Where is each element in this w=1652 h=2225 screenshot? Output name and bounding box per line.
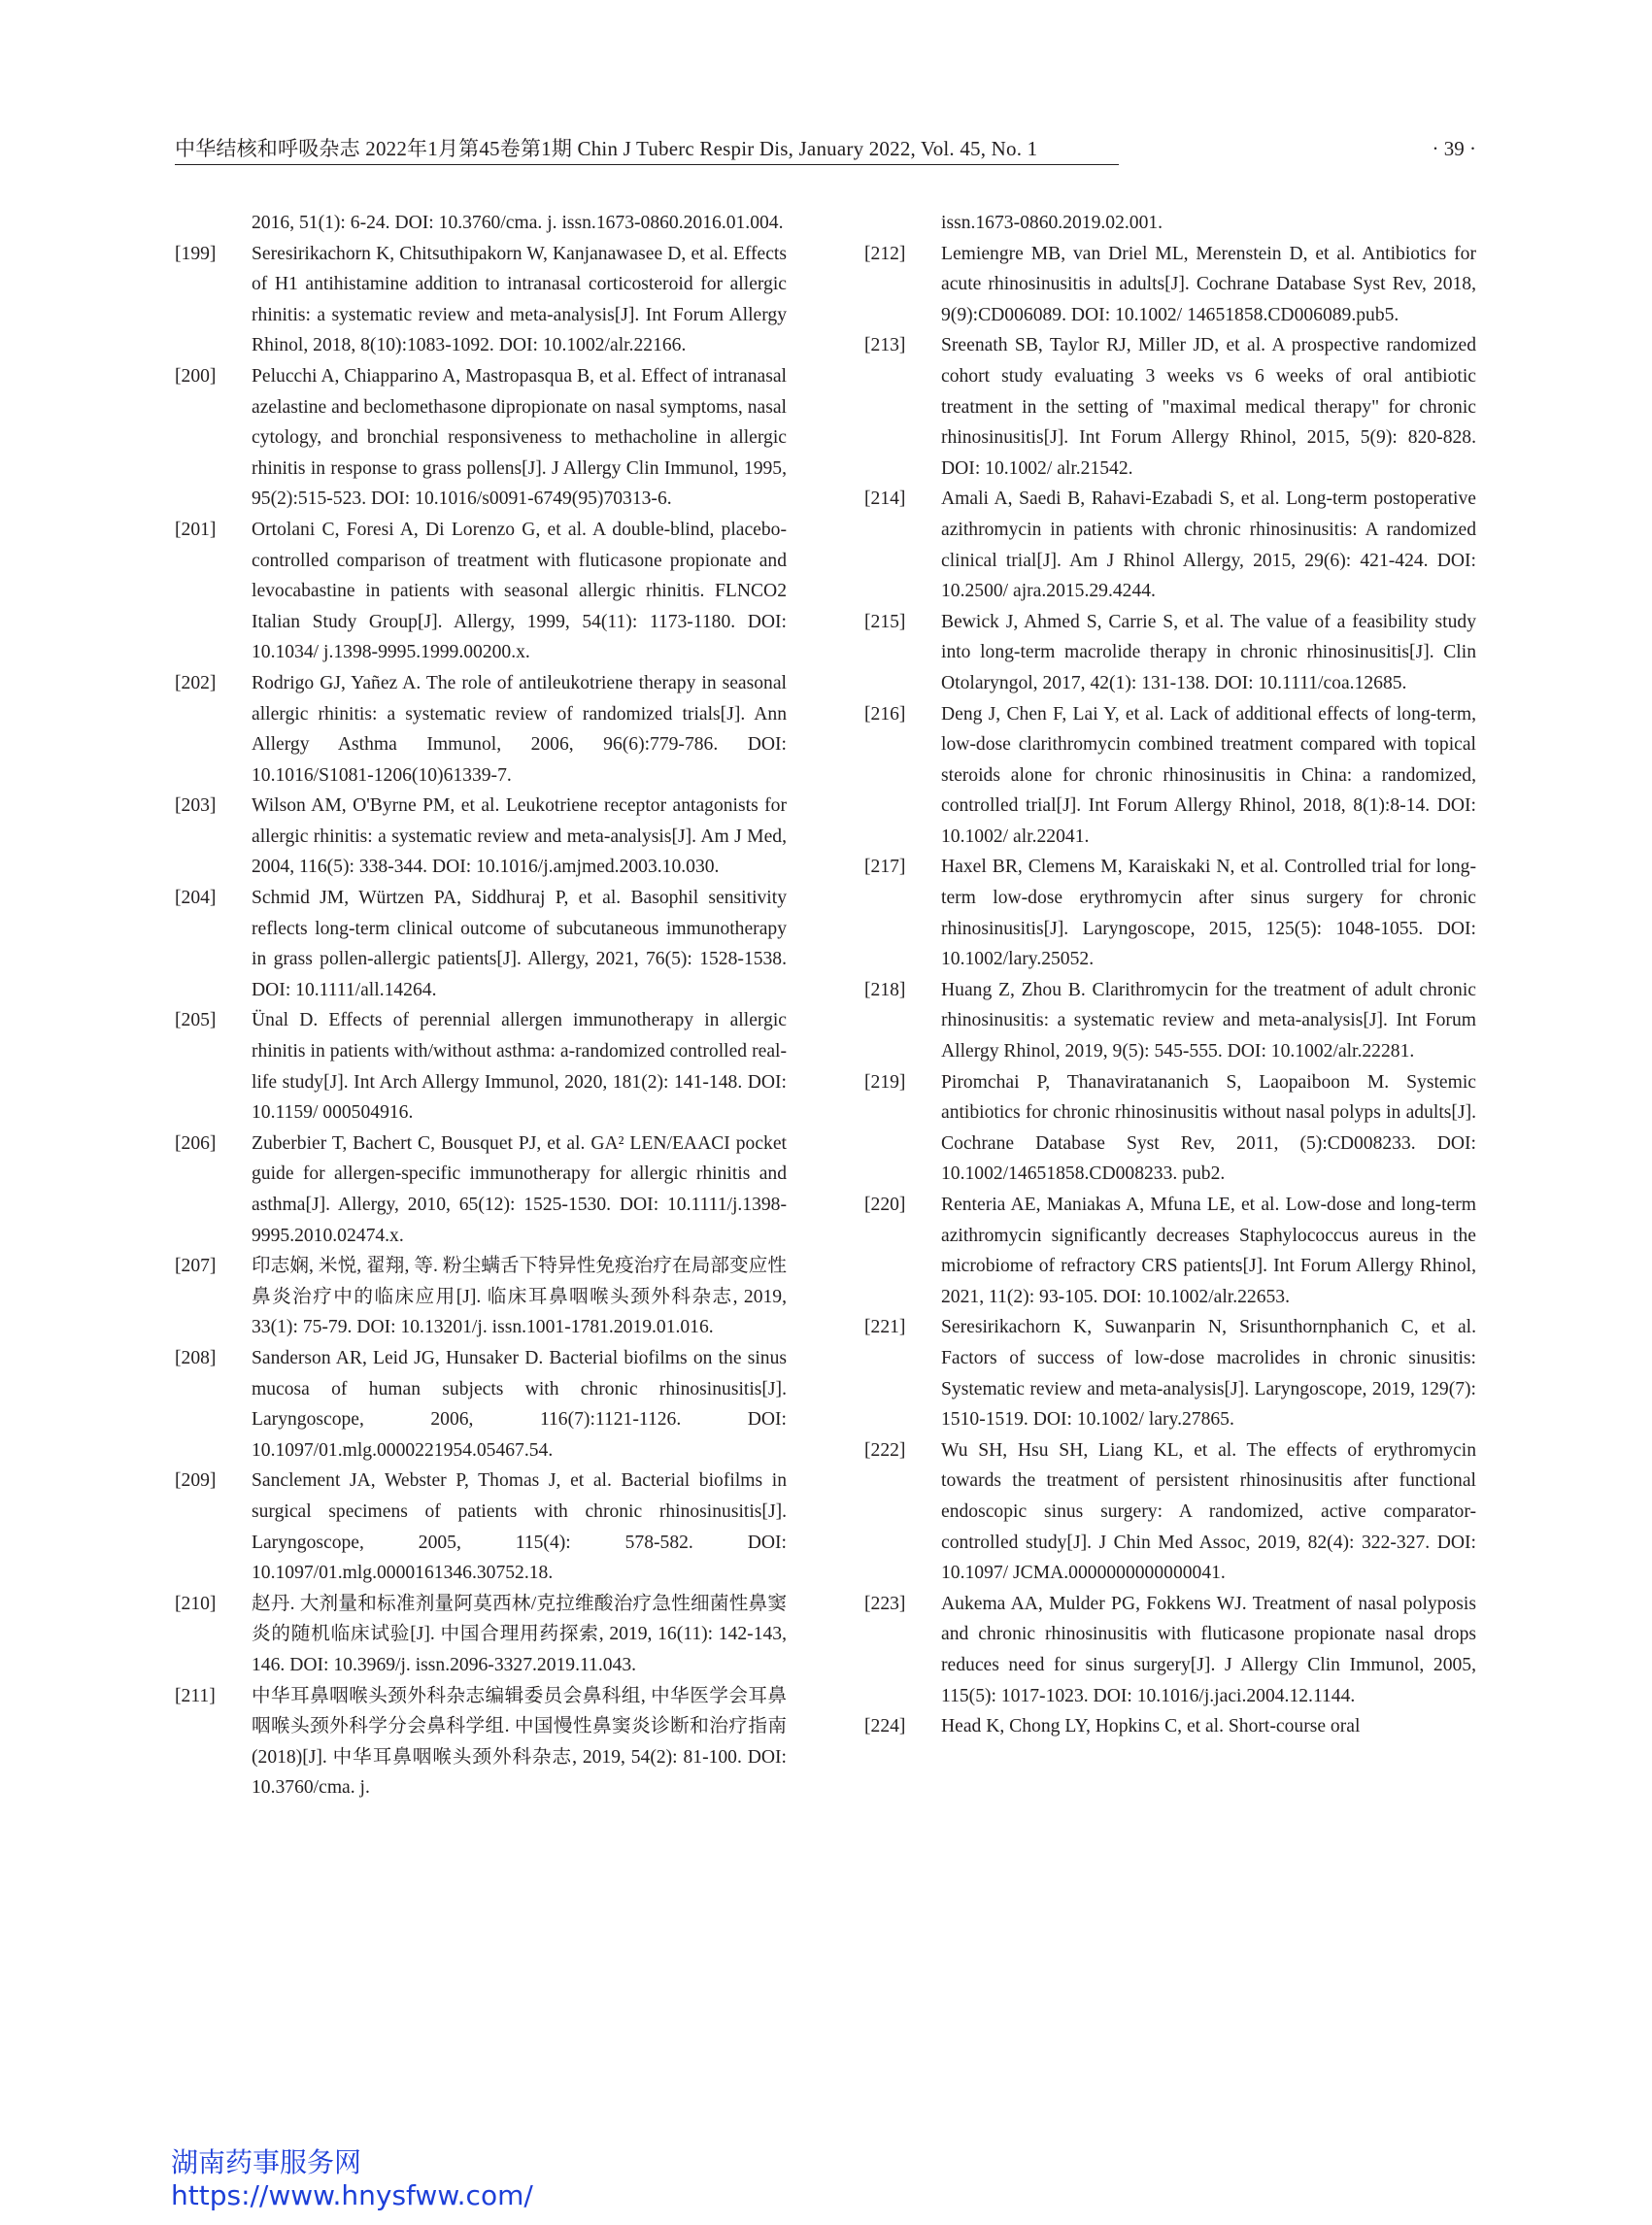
reference-item	[864, 1435, 1476, 1589]
reference-text: Head K, Chong LY, Hopkins C, et al. Short-course oral	[941, 1716, 1361, 1737]
reference-number: [204]	[175, 888, 217, 909]
reference-number: [199]	[175, 243, 217, 264]
reference-number: [222]	[864, 1439, 906, 1461]
reference-item	[175, 791, 787, 883]
reference-text: Haxel BR, Clemens M, Karaiskaki N, et al. Controlled trial for long-term low-dose erythromycin after sinus surgery for chronic rhinosinusitis[J]. Laryngoscope, 2015, 125(5): 1048-1055. DOI: 10.1002/lary.25052.	[941, 857, 1476, 970]
reference-number: [213]	[864, 335, 906, 356]
reference-number: [205]	[175, 1010, 217, 1031]
journal-header: 中华结核和呼吸杂志 2022年1月第45卷第1期 Chin J Tuberc Respir Dis, January 2022, Vol. 45, No. 1	[175, 137, 1038, 160]
reference-number: [210]	[175, 1593, 217, 1614]
reference-item	[175, 239, 787, 361]
reference-number: [212]	[864, 243, 906, 264]
reference-number: [208]	[175, 1347, 217, 1368]
reference-text: Wilson AM, O'Byrne PM, et al. Leukotriene receptor antagonists for allergic rhinitis: a systematic review and meta-analysis[J]. Am J Med, 2004, 116(5): 338-344. DOI: 10.1016/j.amjmed.2003.10.030.	[252, 795, 787, 878]
reference-text: Deng J, Chen F, Lai Y, et al. Lack of additional effects of long-term, low-dose clarithromycin combined treatment compared with topical steroids alone for chronic rhinosinusitis in China: a randomized, controlled trial[J]. Int Forum Allergy Rhinol, 2018, 8(1):8-14. DOI: 10.1002/ alr.22041.	[941, 703, 1476, 847]
left-column	[175, 208, 787, 1804]
reference-text: Sanclement JA, Webster P, Thomas J, et al. Bacterial biofilms in surgical specimens of patients with chronic rhinosinusitis[J]. Laryngoscope, 2005, 115(4): 578-582. DOI: 10.1097/01.mlg.0000161346.30752.18.	[252, 1470, 787, 1584]
reference-item	[175, 668, 787, 791]
reference-number: [206]	[175, 1132, 217, 1154]
page-number: · 39 ·	[1432, 137, 1476, 160]
reference-text: Bewick J, Ahmed S, Carrie S, et al. The value of a feasibility study into long-term macrolide therapy in chronic rhinosinusitis[J]. Clin Otolaryngol, 2017, 42(1): 131-138. DOI: 10.1111/coa.12685.	[941, 611, 1476, 693]
reference-text: Schmid JM, Würtzen PA, Siddhuraj P, et al. Basophil sensitivity reflects long-term clinical outcome of subcutaneous immunotherapy in grass pollen-allergic patients[J]. Allergy, 2021, 76(5): 1528-1538. DOI: 10.1111/all.14264.	[252, 888, 787, 1000]
reference-number: [214]	[864, 489, 906, 510]
running-header	[175, 132, 1476, 165]
reference-item	[175, 1466, 787, 1588]
reference-item	[175, 361, 787, 515]
reference-text: Zuberbier T, Bachert C, Bousquet PJ, et al. GA² LEN/EAACI pocket guide for allergen-specific immunotherapy for allergic rhinitis and asthma[J]. Allergy, 2010, 65(12): 1525-1530. DOI: 10.1111/j.1398-9995.2010.02474.x.	[252, 1132, 787, 1246]
site-watermark	[171, 2146, 533, 2212]
reference-item	[864, 484, 1476, 606]
reference-text: Aukema AA, Mulder PG, Fokkens WJ. Treatment of nasal polyposis and chronic rhinosinusitis with fluticasone propionate nasal drops reduces need for sinus surgery[J]. J Allergy Clin Immunol, 2005, 115(5): 1017-1023. DOI: 10.1016/j.jaci.2004.12.1144.	[941, 1593, 1476, 1706]
reference-continuation: issn.1673-0860.2019.02.001.	[941, 213, 1163, 233]
reference-list-left	[175, 239, 787, 1804]
reference-text: 中华耳鼻咽喉头颈外科杂志编辑委员会鼻科组, 中华医学会耳鼻咽喉头颈外科学分会鼻科学组. 中国慢性鼻窦炎诊断和治疗指南(2018)[J]. 中华耳鼻咽喉头颈外科杂志, 2019, 54(2): 81-100. DOI: 10.3760/cma. j.	[252, 1685, 787, 1799]
reference-number: [218]	[864, 979, 906, 1000]
right-column	[864, 208, 1476, 1742]
reference-item	[175, 1589, 787, 1681]
reference-text: Seresirikachorn K, Suwanparin N, Srisunthornphanich C, et al. Factors of success of low-dose macrolides in chronic sinusitis: Systematic review and meta-analysis[J]. Laryngoscope, 2019, 129(7): 1510-1519. DOI: 10.1002/ lary.27865.	[941, 1317, 1476, 1431]
reference-text: Sreenath SB, Taylor RJ, Miller JD, et al. A prospective randomized cohort study evaluating 3 weeks vs 6 weeks of oral antibiotic treatment in the setting of "maximal medical therapy" for chronic rhinosinusitis[J]. Int Forum Allergy Rhinol, 2015, 5(9): 820-828. DOI: 10.1002/ alr.21542.	[941, 335, 1476, 479]
reference-text: Piromchai P, Thanaviratananich S, Laopaiboon M. Systemic antibiotics for chronic rhinosinusitis without nasal polyps in adults[J]. Cochrane Database Syst Rev, 2011, (5):CD008233. DOI: 10.1002/14651858.CD008233. pub2.	[941, 1071, 1476, 1185]
reference-item	[864, 975, 1476, 1067]
reference-item	[175, 1005, 787, 1128]
reference-number: [221]	[864, 1317, 906, 1338]
reference-text: 赵丹. 大剂量和标准剂量阿莫西林/克拉维酸治疗急性细菌性鼻窦炎的随机临床试验[J]. 中国合理用药探索, 2019, 16(11): 142-143, 146. DOI: 10.3969/j. issn.2096-3327.2019.11.043.	[252, 1593, 787, 1675]
reference-text: Ortolani C, Foresi A, Di Lorenzo G, et al. A double-blind, placebo-controlled comparison of treatment with fluticasone propionate and levocabastine in patients with seasonal allergic rhinitis. FLNCO2 Italian Study Group[J]. Allergy, 1999, 54(11): 1173-1180. DOI: 10.1034/ j.1398-9995.1999.00200.x.	[252, 519, 787, 663]
reference-item	[175, 1129, 787, 1251]
reference-text: Pelucchi A, Chiapparino A, Mastropasqua B, et al. Effect of intranasal azelastine and beclomethasone dipropionate on nasal symptoms, nasal cytology, and bronchial responsiveness to methacholine in allergic rhinitis in response to grass pollens[J]. J Allergy Clin Immunol, 1995, 95(2):515-523. DOI: 10.1016/s0091-6749(95)70313-6.	[252, 365, 787, 510]
reference-number: [209]	[175, 1470, 217, 1492]
reference-number: [224]	[864, 1716, 906, 1737]
reference-item	[175, 1343, 787, 1466]
reference-text: 印志娴, 米悦, 翟翔, 等. 粉尘螨舌下特异性免疫治疗在局部变应性鼻炎治疗中的临床应用[J]. 临床耳鼻咽喉头颈外科杂志, 2019, 33(1): 75-79. DOI: 10.13201/j. issn.1001-1781.2019.01.016.	[252, 1256, 787, 1338]
reference-number: [219]	[864, 1071, 906, 1093]
reference-number: [202]	[175, 672, 217, 693]
watermark-url[interactable]: https://www.hnysfww.com/	[171, 2179, 533, 2211]
reference-number: [220]	[864, 1195, 906, 1215]
reference-item	[864, 852, 1476, 974]
reference-item	[175, 883, 787, 1005]
reference-text: Huang Z, Zhou B. Clarithromycin for the treatment of adult chronic rhinosinusitis: a systematic review and meta-analysis[J]. Int Forum Allergy Rhinol, 2019, 9(5): 545-555. DOI: 10.1002/alr.22281.	[941, 979, 1476, 1062]
reference-number: [223]	[864, 1593, 906, 1614]
reference-text: Seresirikachorn K, Chitsuthipakorn W, Kanjanawasee D, et al. Effects of H1 antihistamine addition to intranasal corticosteroid for allergic rhinitis: a systematic review and meta-analysis[J]. Int Forum Allergy Rhinol, 2018, 8(10):1083-1092. DOI: 10.1002/alr.22166.	[252, 243, 787, 356]
reference-continuation: 2016, 51(1): 6-24. DOI: 10.3760/cma. j. issn.1673-0860.2016.01.004.	[252, 213, 784, 233]
reference-number: [211]	[175, 1685, 216, 1706]
reference-number: [215]	[864, 611, 906, 632]
reference-text: Lemiengre MB, van Driel ML, Merenstein D, et al. Antibiotics for acute rhinosinusitis in adults[J]. Cochrane Database Syst Rev, 2018, 9(9):CD006089. DOI: 10.1002/ 14651858.CD006089.pub5.	[941, 243, 1476, 325]
reference-item	[864, 1190, 1476, 1312]
reference-item	[864, 1589, 1476, 1711]
reference-number: [207]	[175, 1256, 217, 1277]
reference-item	[175, 1251, 787, 1343]
reference-number: [217]	[864, 857, 906, 878]
reference-item	[864, 239, 1476, 331]
reference-item	[864, 607, 1476, 699]
reference-text: Wu SH, Hsu SH, Liang KL, et al. The effects of erythromycin towards the treatment of persistent rhinosinusitis after functional endoscopic sinus surgery: A randomized, active comparator-controlled study[J]. J Chin Med Assoc, 2019, 82(4): 322-327. DOI: 10.1097/ JCMA.0000000000000041.	[941, 1439, 1476, 1584]
reference-item	[864, 330, 1476, 484]
reference-text: Ünal D. Effects of perennial allergen immunotherapy in allergic rhinitis in patients with/without asthma: a-randomized controlled real-life study[J]. Int Arch Allergy Immunol, 2020, 181(2): 141-148. DOI: 10.1159/ 000504916.	[252, 1010, 787, 1124]
reference-text: Sanderson AR, Leid JG, Hunsaker D. Bacterial biofilms on the sinus mucosa of human subjects with chronic rhinosinusitis[J]. Laryngoscope, 2006, 116(7):1121-1126. DOI: 10.1097/01.mlg.0000221954.05467.54.	[252, 1347, 787, 1461]
watermark-site-name: 湖南药事服务网	[171, 2146, 362, 2178]
reference-list-right	[864, 239, 1476, 1742]
reference-item	[864, 699, 1476, 853]
reference-text: Rodrigo GJ, Yañez A. The role of antileukotriene therapy in seasonal allergic rhinitis: a systematic review of randomized trials[J]. Ann Allergy Asthma Immunol, 2006, 96(6):779-786. DOI: 10.1016/S1081-1206(10)61339-7.	[252, 672, 787, 786]
reference-item	[175, 515, 787, 668]
reference-text: Renteria AE, Maniakas A, Mfuna LE, et al. Low-dose and long-term azithromycin significantly decreases Staphylococcus aureus in the microbiome of refractory CRS patients[J]. Int Forum Allergy Rhinol, 2021, 11(2): 93-105. DOI: 10.1002/alr.22653.	[941, 1195, 1476, 1307]
reference-number: [200]	[175, 365, 217, 387]
reference-item	[175, 1681, 787, 1804]
reference-number: [201]	[175, 519, 217, 540]
reference-item	[864, 1711, 1476, 1742]
reference-item	[864, 1312, 1476, 1434]
header-rule	[175, 164, 1119, 165]
reference-text: Amali A, Saedi B, Rahavi-Ezabadi S, et al. Long-term postoperative azithromycin in patients with chronic rhinosinusitis: A randomized clinical trial[J]. Am J Rhinol Allergy, 2015, 29(6): 421-424. DOI: 10.2500/ ajra.2015.29.4244.	[941, 489, 1476, 602]
reference-number: [216]	[864, 703, 906, 725]
reference-number: [203]	[175, 795, 217, 817]
reference-item	[864, 1067, 1476, 1190]
